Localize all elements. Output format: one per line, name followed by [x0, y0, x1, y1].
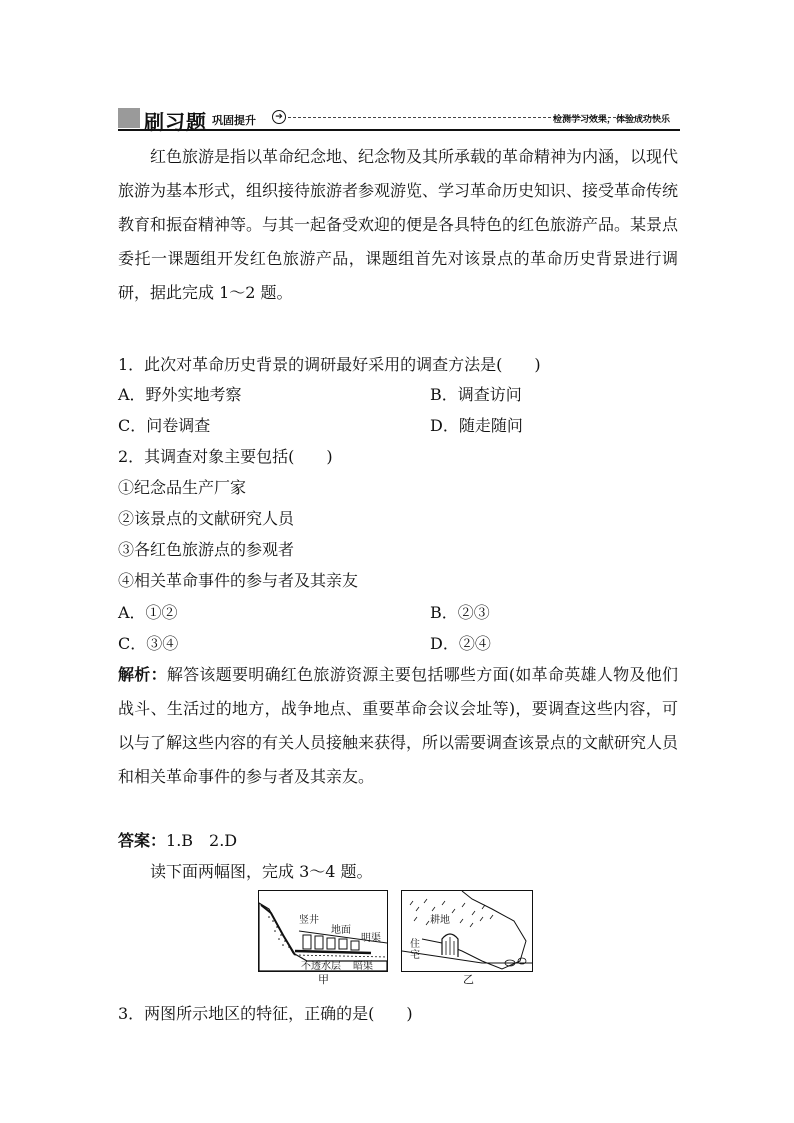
- answer-label: 答案：: [118, 831, 167, 850]
- answer-text: 1.B 2.D: [166, 831, 238, 850]
- analysis-text: 解答该题要明确红色旅游资源主要包括哪些方面(如革命英雄人物及他们战斗、生活过的地方，战争地点、重要革命会议会址等)，要调查这些内容，可以与了解这些内容的有关人员接触来获得，所以需要调查该景点的文献研究人员和相关革命事件的参与者及其亲友。: [118, 665, 679, 786]
- q1-option-d: D．随走随问: [430, 416, 523, 435]
- figure-b: [401, 890, 533, 972]
- section-banner: [118, 104, 680, 134]
- q1-option-b: B．调查访问: [430, 385, 522, 404]
- q2-stem: 2．其调查对象主要包括( ): [118, 447, 333, 466]
- answer-line: [118, 828, 237, 851]
- q2-item-4: ④相关革命事件的参与者及其亲友: [118, 571, 359, 590]
- label-hidden-channel: 暗渠: [353, 961, 373, 972]
- figure-b-caption: 乙: [463, 973, 474, 986]
- arrow-circle-icon: ➔: [272, 110, 286, 124]
- label-farmland: 耕地: [430, 915, 450, 926]
- q2-option-b: B．②③: [430, 603, 490, 622]
- analysis-block: [118, 658, 678, 794]
- banner-rule: [118, 129, 680, 131]
- q2-item-1: ①纪念品生产厂家: [118, 478, 247, 497]
- q2-option-a: A．①②: [118, 603, 178, 622]
- banner-title: 刷习题: [144, 110, 207, 134]
- label-shaft: 竖井: [299, 915, 319, 926]
- banner-block: [118, 108, 140, 128]
- q1-option-a: A．野外实地考察: [118, 385, 242, 404]
- figure-a: [258, 890, 388, 972]
- q2-item-3: ③各红色旅游点的参观者: [118, 540, 295, 559]
- banner-subtitle: 巩固提升: [212, 114, 256, 127]
- figure-a-caption: 甲: [318, 973, 329, 986]
- banner-motto: 检测学习效果，体验成功快乐: [552, 115, 670, 125]
- q1-stem: 1．此次对革命历史背景的调研最好采用的调查方法是( ): [118, 355, 541, 374]
- label-ground: 地面: [331, 925, 351, 936]
- q2-option-c: C．③④: [118, 634, 179, 653]
- q2-item-2: ②该景点的文献研究人员: [118, 509, 295, 528]
- label-residence: 住宅: [410, 939, 420, 961]
- q1-option-c: C．问卷调查: [118, 416, 211, 435]
- analysis-label: 解析：: [118, 665, 167, 684]
- label-impermeable: 不透水层: [301, 961, 341, 972]
- passage-1: 红色旅游是指以革命纪念地、纪念物及其所承载的革命精神为内涵，以现代旅游为基本形式，组织接待旅游者参观游览、学习革命历史知识、接受革命传统教育和振奋精神等。与其一起备受欢迎的便是各具特色的红色旅游产品。某景点委托一课题组开发红色旅游产品，课题组首先对该景点的革命历史背景进行调研，据此完成 1～2 题。: [118, 147, 679, 302]
- label-open-channel: 明渠: [361, 933, 381, 944]
- intro-2: 读下面两幅图，完成 3～4 题。: [150, 862, 373, 881]
- q3-stem: 3．两图所示地区的特征，正确的是( ): [118, 1004, 413, 1023]
- q2-option-d: D．②④: [430, 634, 491, 653]
